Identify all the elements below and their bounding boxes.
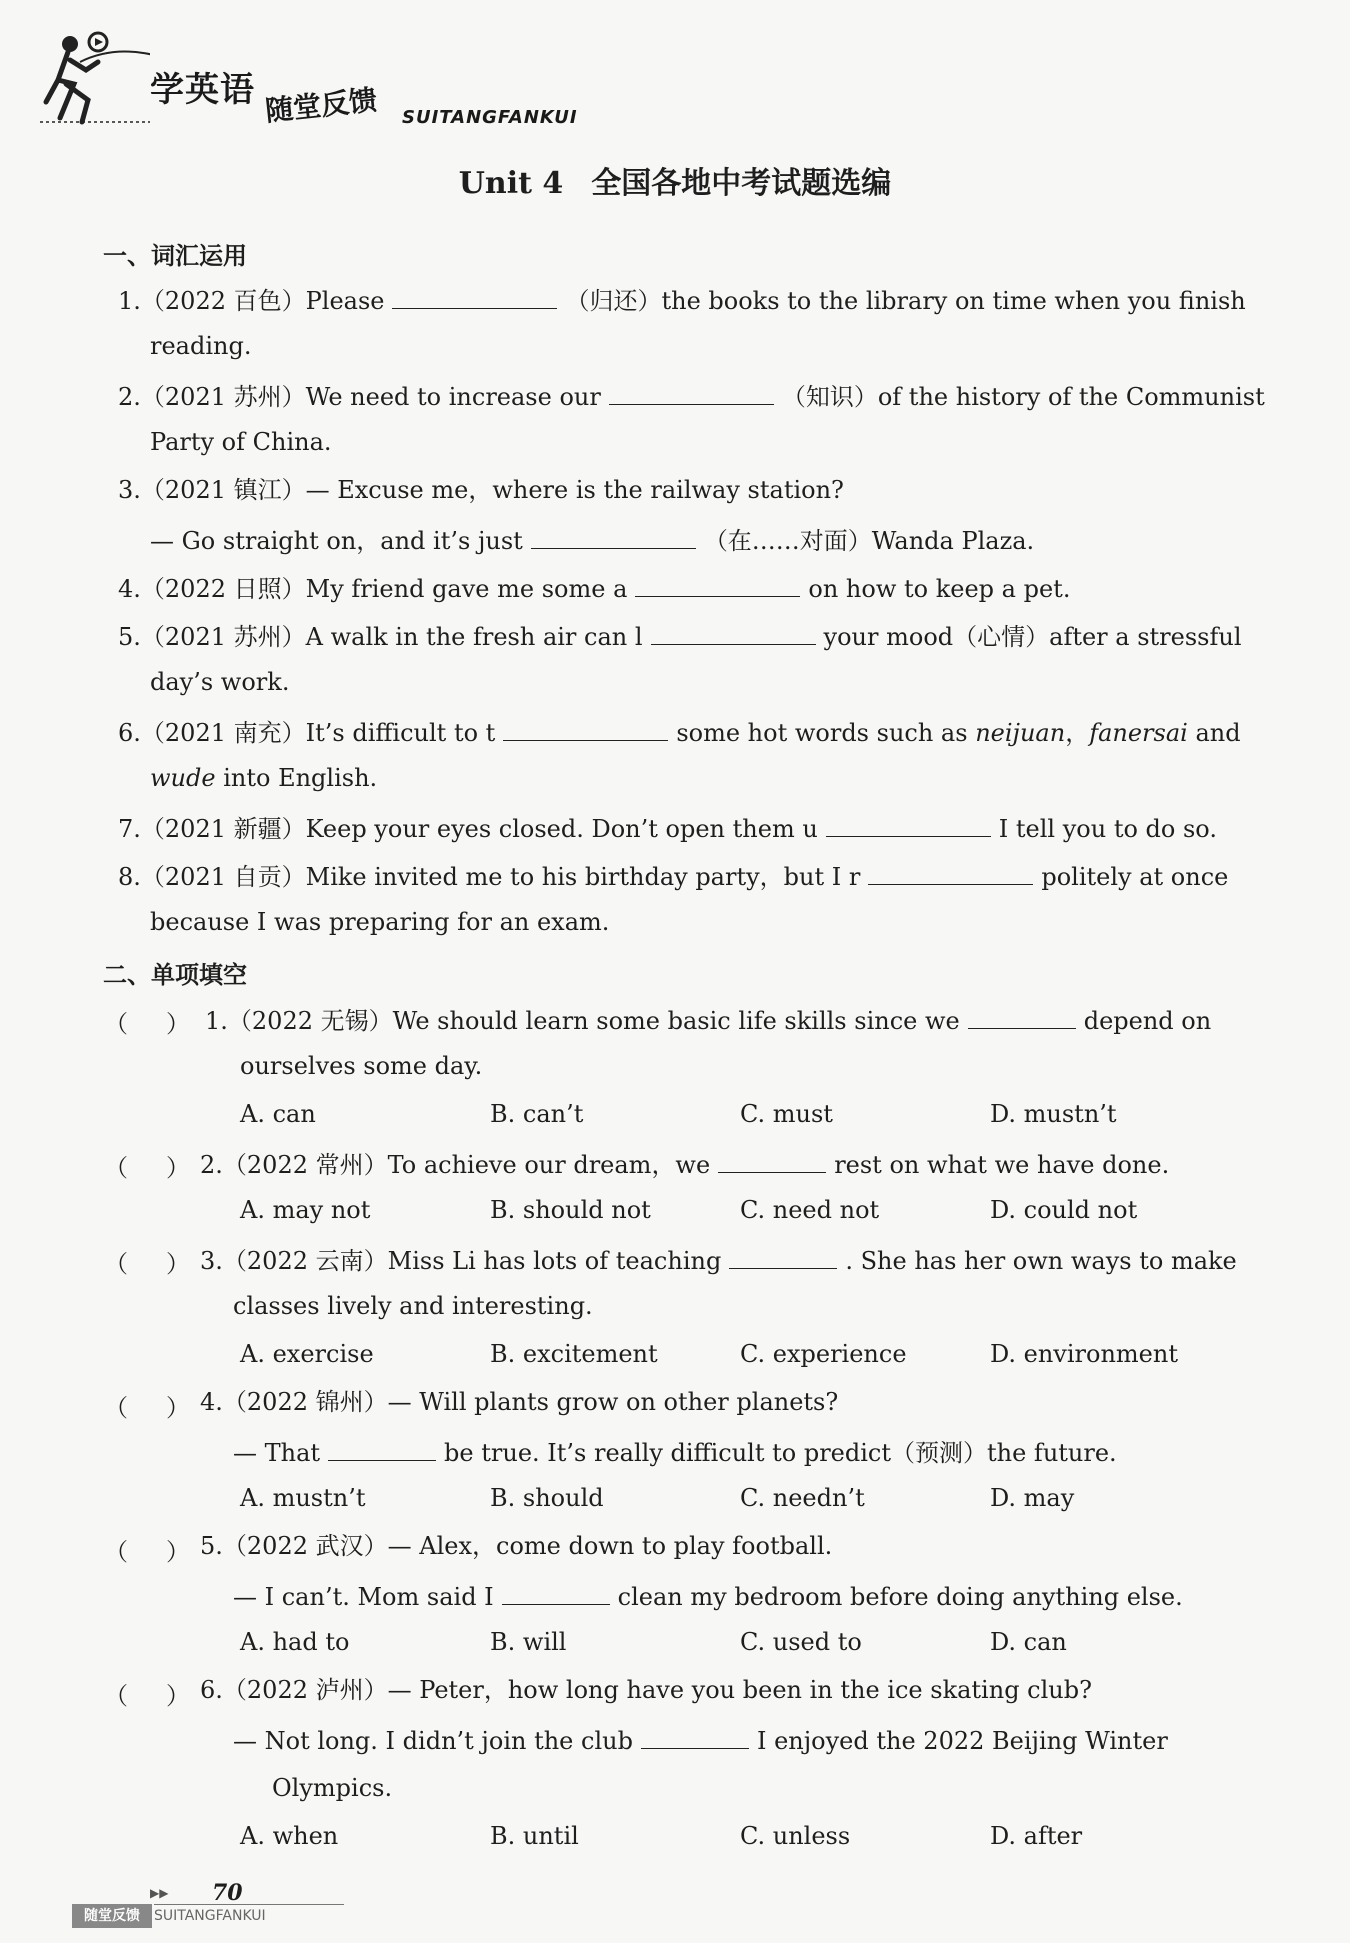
answer-blank[interactable] — [635, 572, 800, 597]
answer-blank — [328, 1436, 436, 1461]
answer-blank[interactable] — [503, 716, 668, 741]
logo-main-text: 学英语 — [150, 70, 255, 110]
vocab-item-7: 7.（2021 新疆）Keep your eyes closed. Don’t open them u I tell you to do so. — [118, 812, 1217, 844]
answer-blank[interactable] — [531, 524, 696, 549]
footer-logo-box: 随堂反馈 — [72, 1904, 152, 1928]
option-b[interactable]: B. will — [490, 1628, 567, 1656]
option-b[interactable]: B. can’t — [490, 1100, 584, 1128]
page-number: 70 — [212, 1880, 243, 1906]
single-item-1: 1.（2022 无锡）We should learn some basic life skills since we depend on — [205, 1004, 1211, 1036]
single-item-6-cont: — Not long. I didn’t join the club I enjoyed the 2022 Beijing Winter — [233, 1724, 1168, 1756]
vocab-item-4: 4.（2022 日照）My friend gave me some a on how to keep a pet. — [118, 572, 1070, 604]
option-a[interactable]: A. when — [240, 1822, 339, 1850]
answer-blank — [502, 1580, 610, 1605]
vocab-item-8: 8.（2021 自贡）Mike invited me to his birthday party，but I r politely at once — [118, 860, 1228, 892]
single-item-5: 5.（2022 武汉）— Alex，come down to play football. — [200, 1532, 833, 1560]
option-b[interactable]: B. until — [490, 1822, 579, 1850]
vocab-item-6: 6.（2021 南充）It’s difficult to t some hot words such as neijuan，fanersai and — [118, 716, 1241, 748]
answer-blank — [729, 1244, 837, 1269]
option-d[interactable]: D. could not — [990, 1196, 1138, 1224]
answer-paren[interactable]: （ ） — [104, 1154, 190, 1182]
option-b[interactable]: B. should — [490, 1484, 604, 1512]
single-item-4-cont: — That be true. It’s really difficult to predict（预测）the future. — [233, 1436, 1117, 1468]
option-d[interactable]: D. after — [990, 1822, 1083, 1850]
single-item-4: 4.（2022 锦州）— Will plants grow on other planets? — [200, 1388, 839, 1416]
option-a[interactable]: A. had to — [240, 1628, 350, 1656]
logo-roman-text: SUITANGFANKUI — [402, 107, 578, 128]
answer-blank — [641, 1724, 749, 1749]
page-arrow-icon: ▶▶ — [150, 1886, 169, 1900]
vocab-item-5-cont: day’s work. — [150, 668, 290, 696]
answer-paren[interactable]: （ ） — [104, 1682, 190, 1710]
option-b[interactable]: B. excitement — [490, 1340, 658, 1368]
option-c[interactable]: C. experience — [740, 1340, 907, 1368]
header-logo — [40, 22, 580, 132]
vocab-item-1: 1.（2022 百色）Please （归还）the books to the library on time when you finish — [118, 284, 1246, 316]
logo-sub-text: 随堂反馈 — [263, 83, 379, 128]
vocab-item-3-cont: — Go straight on，and it’s just （在……对面）Wanda Plaza. — [150, 524, 1034, 556]
runner-icon — [40, 22, 150, 132]
vocab-item-5: 5.（2021 苏州）A walk in the fresh air can l your mood（心情）after a stressful — [118, 620, 1242, 652]
vocab-item-3: 3.（2021 镇江）— Excuse me，where is the railway station? — [118, 476, 844, 504]
footer-logo — [72, 1904, 272, 1930]
option-d[interactable]: D. may — [990, 1484, 1075, 1512]
unit-label: Unit 4 — [458, 166, 564, 201]
answer-blank[interactable] — [651, 620, 816, 645]
option-c[interactable]: C. needn’t — [740, 1484, 865, 1512]
single-item-1-cont: ourselves some day. — [240, 1052, 483, 1080]
vocab-item-2-cont: Party of China. — [150, 428, 332, 456]
option-a[interactable]: A. may not — [240, 1196, 371, 1224]
option-a[interactable]: A. mustn’t — [240, 1484, 366, 1512]
section-heading-single: 二、单项填空 — [103, 961, 247, 989]
single-item-6-cont2: Olympics. — [272, 1774, 393, 1802]
answer-blank[interactable] — [609, 380, 774, 405]
page-title — [0, 158, 1350, 202]
single-item-3-cont: classes lively and interesting. — [233, 1292, 593, 1320]
title-text: 全国各地中考试题选编 — [591, 166, 892, 201]
answer-blank — [718, 1148, 826, 1173]
vocab-item-1-cont: reading. — [150, 332, 252, 360]
single-item-3: 3.（2022 云南）Miss Li has lots of teaching . She has her own ways to make — [200, 1244, 1237, 1276]
answer-blank[interactable] — [826, 812, 991, 837]
single-item-6: 6.（2022 泸州）— Peter，how long have you been in the ice skating club? — [200, 1676, 1092, 1704]
single-item-5-cont: — I can’t. Mom said I clean my bedroom before doing anything else. — [233, 1580, 1183, 1612]
option-d[interactable]: D. can — [990, 1628, 1067, 1656]
option-d[interactable]: D. environment — [990, 1340, 1178, 1368]
footer-rule — [154, 1904, 344, 1905]
option-c[interactable]: C. must — [740, 1100, 833, 1128]
answer-paren[interactable]: （ ） — [104, 1538, 190, 1566]
vocab-item-8-cont: because I was preparing for an exam. — [150, 908, 610, 936]
answer-paren[interactable]: （ ） — [104, 1394, 190, 1422]
answer-paren[interactable]: （ ） — [104, 1250, 190, 1278]
answer-blank — [968, 1004, 1076, 1029]
option-c[interactable]: C. used to — [740, 1628, 862, 1656]
answer-blank[interactable] — [868, 860, 1033, 885]
option-a[interactable]: A. exercise — [240, 1340, 374, 1368]
option-c[interactable]: C. unless — [740, 1822, 851, 1850]
option-a[interactable]: A. can — [240, 1100, 316, 1128]
single-item-2: 2.（2022 常州）To achieve our dream，we rest on what we have done. — [200, 1148, 1169, 1180]
option-d[interactable]: D. mustn’t — [990, 1100, 1117, 1128]
answer-blank[interactable] — [392, 284, 557, 309]
answer-paren[interactable]: （ ） — [104, 1010, 190, 1038]
option-c[interactable]: C. need not — [740, 1196, 880, 1224]
footer-roman: SUITANGFANKUI — [154, 1908, 266, 1924]
vocab-item-2: 2.（2021 苏州）We need to increase our （知识）of the history of the Communist — [118, 380, 1265, 412]
option-b[interactable]: B. should not — [490, 1196, 651, 1224]
section-heading-vocab: 一、词汇运用 — [103, 242, 247, 270]
vocab-item-6-cont: wude into English. — [150, 764, 378, 792]
